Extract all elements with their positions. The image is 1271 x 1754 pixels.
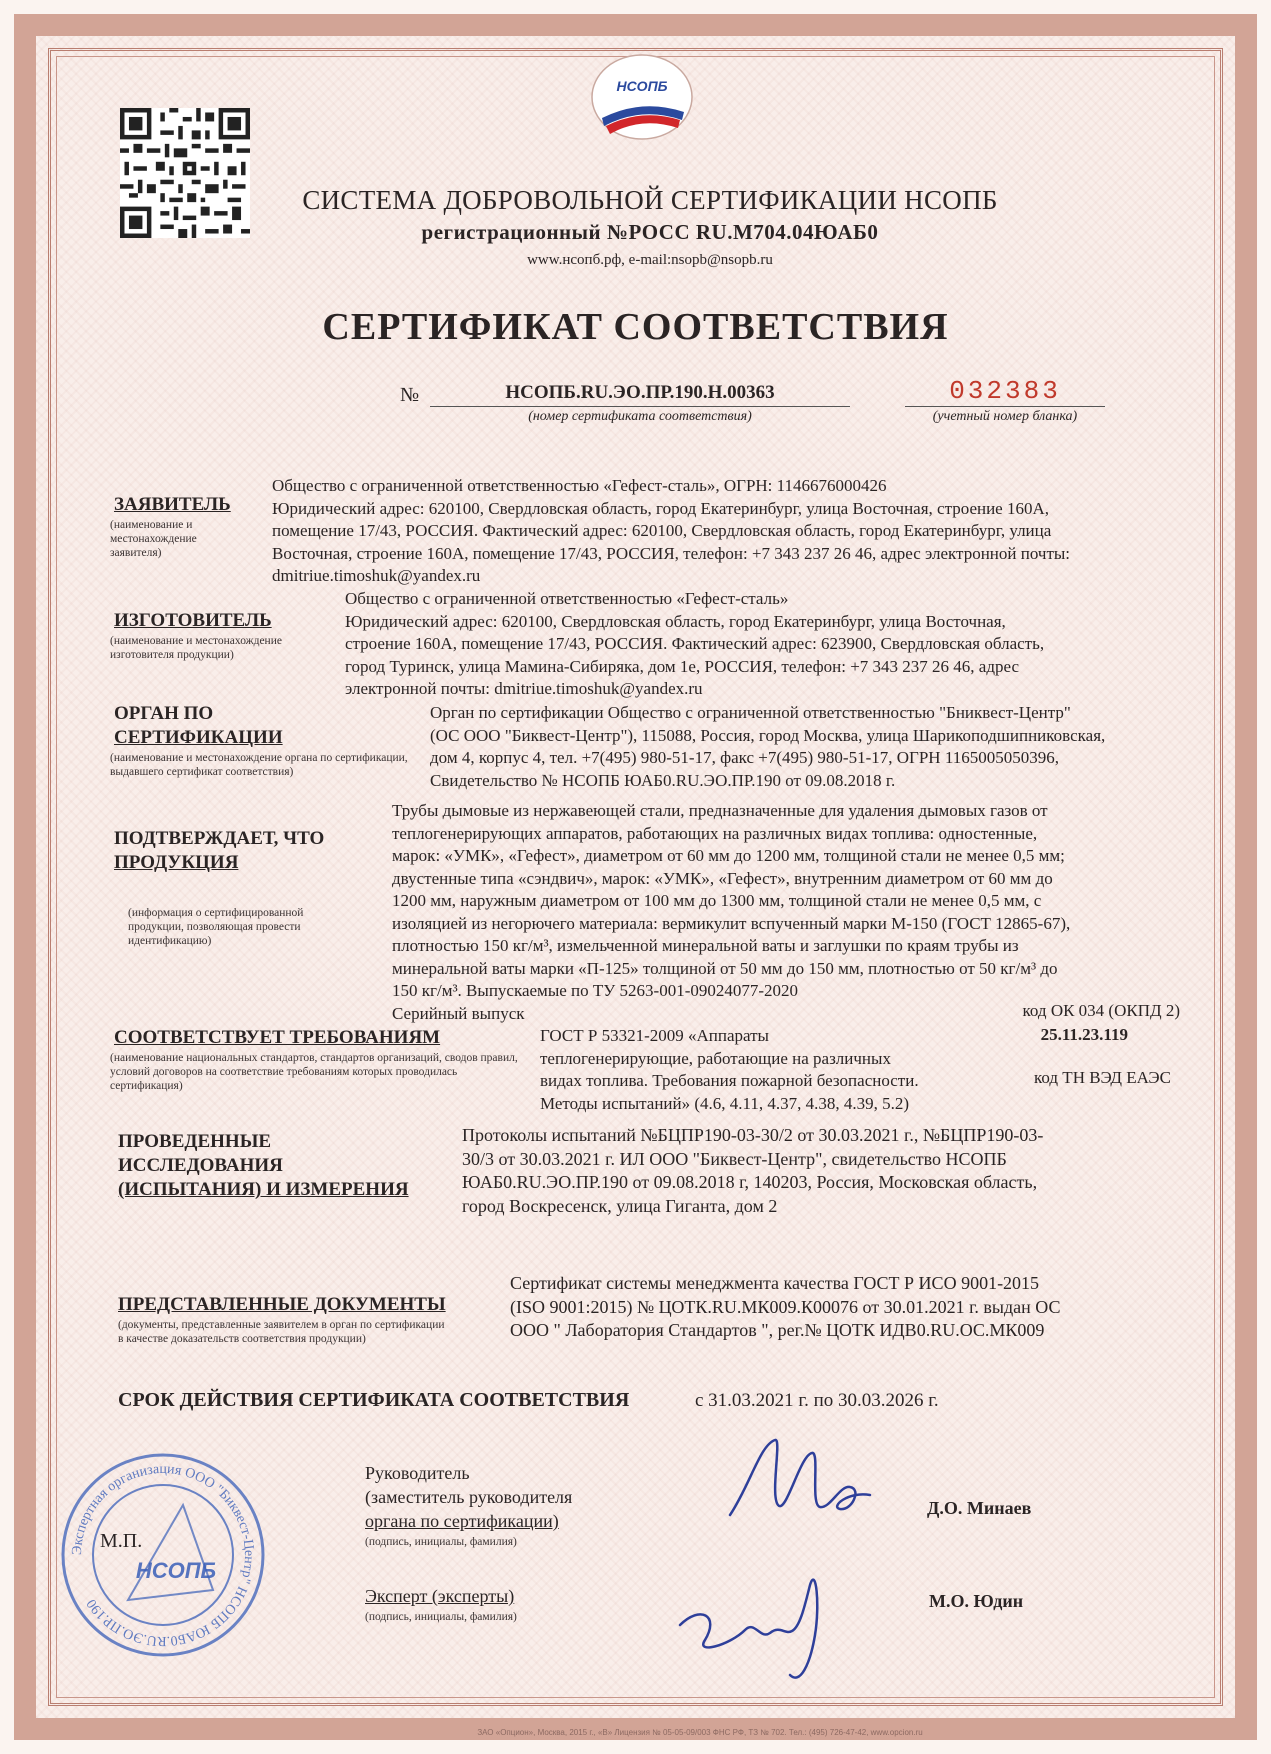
head-title-1: Руководитель: [365, 1463, 470, 1483]
documents-sublabel: (документы, представленные заявителем в орган по сертификации в качестве доказательств соответствия продукции): [118, 1319, 445, 1345]
manufacturer-text: Общество с ограниченной ответственностью «Гефест-сталь» Юридический адрес: 620100, Свердловская область, город Екатеринбург, улица Восточная, строение 160А, помещение 17/43, РОССИЯ. Фактический адрес: 623900, Свердловская область, город Туринск, улица Мамина-Сибиряка, дом 1е, РОССИЯ, телефон: +7 343 237 26 46, адрес электронной почты: dmitriue.timoshuk@yandex.ru: [345, 589, 1045, 698]
research-label-1: ПРОВЕДЕННЫЕ: [118, 1131, 272, 1152]
head-title-2: (заместитель руководителя: [365, 1487, 573, 1507]
certificate-number: НСОПБ.RU.ЭО.ПР.190.Н.00363: [505, 382, 775, 403]
cert-body-label-1: ОРГАН ПО: [114, 703, 214, 724]
product-sublabel: (информация о сертифицированной продукции, позволяющая провести идентификацию): [128, 907, 304, 947]
tnved-code-label: код ТН ВЭД ЕАЭС: [1034, 1068, 1171, 1087]
system-title: СИСТЕМА ДОБРОВОЛЬНОЙ СЕРТИФИКАЦИИ НСОПБ: [302, 185, 998, 215]
okpd-code-label: код ОК 034 (ОКПД 2): [1022, 1001, 1180, 1020]
requirements-sublabel: (наименование национальных стандартов, стандартов организаций, сводов правил, условий договоров на соответствие требованиям которых проводилась сертификация): [110, 1052, 518, 1092]
manufacturer-sublabel: (наименование и местонахождение изготовителя продукции): [110, 635, 282, 661]
expert-title: Эксперт (эксперты): [365, 1586, 515, 1606]
product-label-1: ПОДТВЕРЖДАЕТ, ЧТО: [114, 828, 325, 849]
registration-number: регистрационный №РОСС RU.М704.04ЮАБ0: [421, 220, 879, 244]
blank-number: 032383: [949, 376, 1061, 406]
printer-footer: ЗАО «Опцион», Москва, 2015 г., «В» Лицензия № 05-05-09/003 ФНС РФ, ТЗ № 702. Тел.: (495) 726-47-42, www.opcion.ru: [477, 1728, 923, 1737]
documents-label: ПРЕДСТАВЛЕННЫЕ ДОКУМЕНТЫ: [118, 1294, 446, 1315]
cert-body-text: Орган по сертификации Общество с ограниченной ответственностью "Бниквест-Центр" (ОС ООО "Биквест-Центр"), 115088, Россия, город Москва, улица Шарикоподшипниковская, дом 4, корпус 4, тел. +7(495) 980-51-17, факс +7(495) 980-51-17, ОГРН 1165005050396, Свидетельство № НСОПБ ЮАБ0.RU.ЭО.ПР.190 от 09.08.2018 г.: [430, 703, 1106, 790]
mp-label: М.П.: [100, 1530, 143, 1552]
expert-sign-caption: (подпись, инициалы, фамилия): [365, 1611, 517, 1623]
head-title-3: органа по сертификации): [365, 1511, 559, 1531]
logo-text: НСОПБ: [616, 78, 668, 94]
okpd-code-value: 25.11.23.119: [1040, 1025, 1128, 1044]
requirements-label: СООТВЕТСТВУЕТ ТРЕБОВАНИЯМ: [114, 1027, 441, 1048]
research-text: Протоколы испытаний №БЦПР190-03-30/2 от 30.03.2021 г., №БЦПР190-03- 30/3 от 30.03.2021 г. ИЛ ООО "Биквест-Центр", свидетельство НСОПБ ЮАБ0.RU.ЭО.ПР.190 от 09.08.2018 г, 140203, Россия, Московская область, город Воскресенск, улица Гиганта, дом 2: [462, 1125, 1044, 1216]
head-sign-caption: (подпись, инициалы, фамилия): [365, 1536, 517, 1548]
blank-number-caption: (учетный номер бланка): [932, 409, 1078, 424]
validity-value: с 31.03.2021 г. по 30.03.2026 г.: [695, 1390, 939, 1411]
documents-text: Сертификат системы менеджмента качества ГОСТ Р ИСО 9001-2015 (ISO 9001:2015) № ЦОТК.RU.МК009.К00076 от 30.01.2021 г. выдан ОС ООО " Лаборатория Стандартов ", рег.№ ЦОТК ИДВ0.RU.ОС.МК009: [510, 1273, 1061, 1340]
validity-label: СРОК ДЕЙСТВИЯ СЕРТИФИКАТА СООТВЕТСТВИЯ: [118, 1389, 630, 1411]
research-label-3: (ИСПЫТАНИЯ) И ИЗМЕРЕНИЯ: [118, 1179, 409, 1200]
applicant-sublabel: (наименование и местонахождение заявителя): [110, 519, 197, 559]
applicant-text: Общество с ограниченной ответственностью «Гефест-сталь», ОГРН: 1146676000426 Юридический адрес: 620100, Свердловская область, город Екатеринбург, улица Восточная, строение 160А, помещение 17/43, РОССИЯ. Фактический адрес: 620100, Свердловская область, город Екатеринбург, улица Восточная, строение 160А, помещение 17/43, РОССИЯ, телефон: +7 343 237 26 46, адрес электронной почты: dmitriue.timoshuk@yandex.ru: [272, 476, 1071, 585]
product-text: Трубы дымовые из нержавеющей стали, предназначенные для удаления дымовых газов от теплогенерирующих аппаратов, работающих на различных видах топлива: одностенные, марок: «УМК», «Гефест», диаметром от 60 мм до 1200 мм, толщиной стали не менее 0,5 мм; двустенные типа «сэндвич», марок: «УМК», «Гефест», внутренним диаметром от 60 мм до 1200 мм, наружным диаметром от 100 мм до 1300 мм, толщиной стали не менее 0,5 мм, с изоляцией из негорючего материала: вермикулит вспученный марки М-150 (ГОСТ 12865-67), плотностью 150 кг/м³, измельченной минеральной ваты и заглушки по краям трубы из минеральной ваты марки «П-125» толщиной от 50 мм до 150 мм, плотностью от 50 кг/м³ до 150 кг/м³. Выпускаемые по ТУ 5263-001-09024077-2020 Серийный выпуск: [392, 801, 1071, 1023]
seal-stamp-icon: [58, 1450, 268, 1660]
certificate-number-caption: (номер сертификата соответствия): [528, 409, 752, 424]
blank-underline: [905, 406, 1105, 407]
applicant-label: ЗАЯВИТЕЛЬ: [114, 494, 231, 515]
stamp-center-text: НСОПБ: [135, 1558, 217, 1583]
requirements-text: ГОСТ Р 53321-2009 «Аппараты теплогенерирующие, работающие на различных видах топлива. Требования пожарной безопасности. Методы испытаний» (4.6, 4.11, 4.37, 4.38, 4.39, 5.2): [540, 1026, 919, 1113]
cert-body-label-2: СЕРТИФИКАЦИИ: [114, 727, 283, 748]
nsopb-logo-icon: [588, 52, 696, 142]
number-sign: №: [400, 384, 420, 406]
manufacturer-label: ИЗГОТОВИТЕЛЬ: [114, 610, 272, 631]
svg-text:Экспертная организация ООО "Би: [70, 1462, 256, 1648]
head-name: Д.О. Минаев: [927, 1498, 1032, 1518]
website-contact: www.нсопб.рф, e-mail:nsopb@nsopb.ru: [527, 252, 773, 268]
number-underline: [430, 406, 850, 407]
certificate-title: СЕРТИФИКАТ СООТВЕТСТВИЯ: [322, 306, 949, 348]
cert-body-sublabel: (наименование и местонахождение органа по сертификации, выдавшего сертификат соответствия): [110, 752, 408, 778]
signature-minaev-icon: [720, 1425, 880, 1535]
stamp-ring-text: Экспертная организация ООО "Биквест-Центр" НСОПБ ЮАБ0.RU.ЭО.ПР.190: [69, 1461, 257, 1649]
expert-name: М.О. Юдин: [929, 1591, 1024, 1611]
signature-yudin-icon: [660, 1545, 860, 1695]
qr-code-icon: [120, 108, 250, 238]
product-label-2: ПРОДУКЦИЯ: [114, 852, 239, 873]
research-label-2: ИССЛЕДОВАНИЯ: [118, 1155, 283, 1176]
